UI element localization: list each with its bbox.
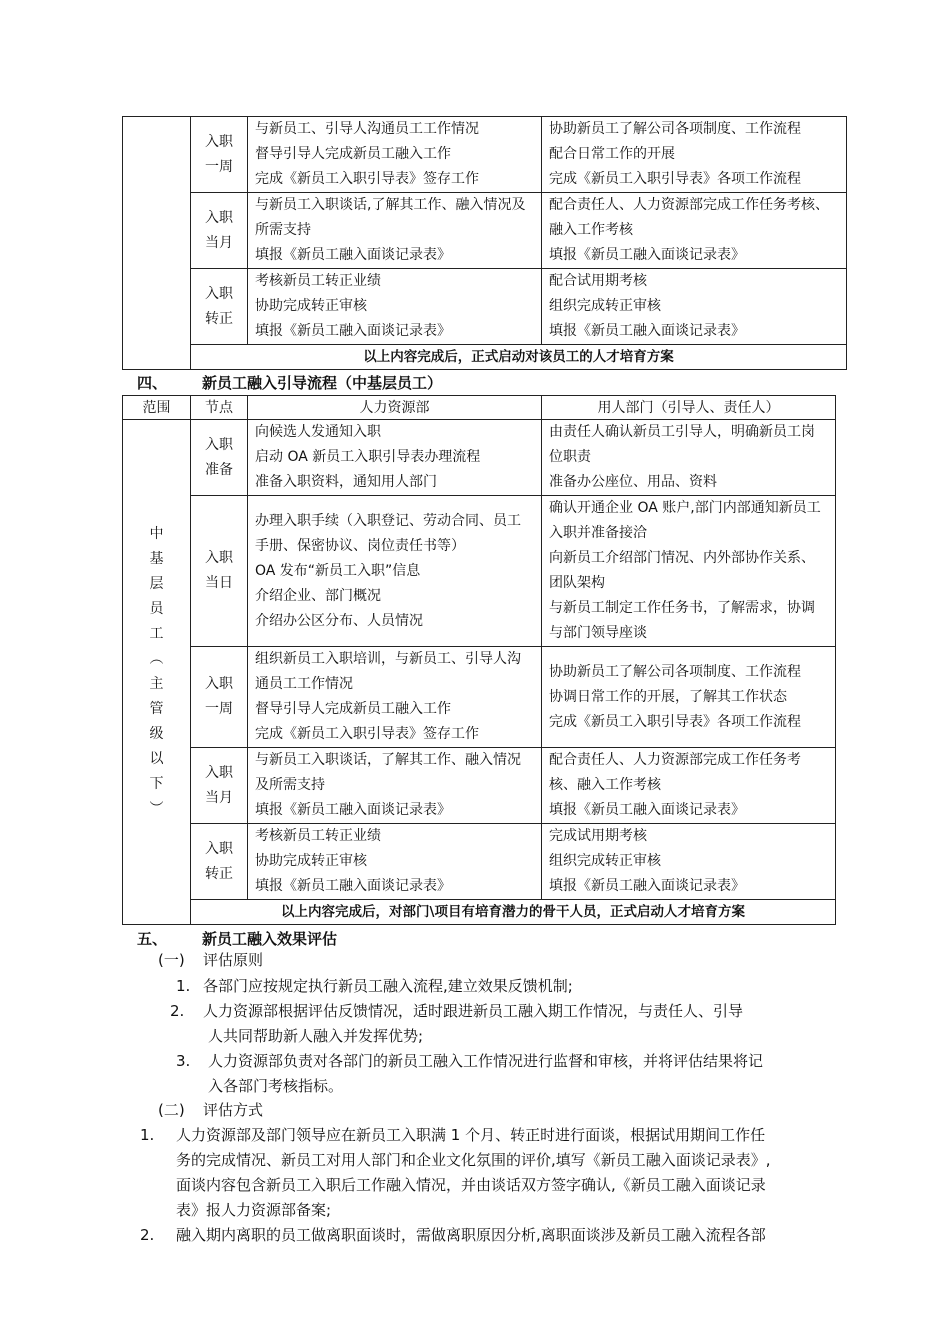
dept-task: 确认开通企业 OA 账户,部门内部通知新员工 [549, 500, 821, 516]
subsection-mark: (一) [158, 951, 185, 969]
table-row [123, 420, 836, 496]
column-header: 用人部门（引导人、责任人） [542, 396, 836, 420]
dept-cell [542, 117, 847, 193]
hr-task: 及所需支持 [255, 777, 325, 793]
dept-task: 填报《新员工融入面谈记录表》 [549, 802, 745, 818]
dept-task: 填报《新员工融入面谈记录表》 [549, 878, 745, 894]
table-row [123, 647, 836, 748]
subsection-1 [158, 948, 264, 973]
node-cell [191, 496, 248, 647]
scope-char: 基 [149, 551, 164, 567]
scope-char: 以 [149, 751, 164, 767]
subsection-title: 评估方式 [203, 1101, 264, 1119]
dept-task: 准备办公座位、用品、资料 [549, 474, 717, 490]
hr-task: 考核新员工转正业绩 [255, 273, 381, 289]
list-marker: 2. [170, 1002, 185, 1020]
dept-cell [542, 748, 836, 824]
guide-table-mid-level [122, 395, 836, 925]
dept-task: 配合责任人、人力资源部完成工作任务考核、 [549, 197, 829, 213]
summary-row [123, 345, 847, 370]
dept-task: 填报《新员工融入面谈记录表》 [549, 323, 745, 339]
scope-char: 中 [149, 526, 164, 542]
dept-task: 组织完成转正审核 [549, 298, 661, 314]
hr-task: 介绍企业、部门概况 [255, 587, 381, 604]
node-label: 入职 [205, 285, 233, 302]
hr-task: 组织新员工入职培训，与新员工、引导人沟 [255, 651, 521, 667]
dept-task: 向新员工介绍部门情况、内外部协作关系、 [549, 550, 815, 566]
node-cell [191, 420, 248, 496]
summary-row [123, 900, 836, 925]
table-row [123, 824, 836, 900]
node-label: 转正 [205, 310, 233, 327]
dept-task: 团队架构 [549, 575, 605, 591]
node-label: 入职 [205, 133, 233, 150]
node-label: 入职 [205, 764, 233, 781]
dept-task: 配合日常工作的开展 [549, 146, 675, 162]
scope-char: 管 [149, 701, 164, 717]
table-row [123, 269, 847, 345]
scope-cell [123, 117, 191, 370]
paragraph-line: 融入期内离职的员工做离职面谈时，需做离职原因分析,离职面谈涉及新员工融入流程各部 [176, 1226, 766, 1244]
dept-cell [542, 193, 847, 269]
table-row [123, 496, 836, 647]
dept-task: 协助新员工了解公司各项制度、工作流程 [549, 121, 801, 137]
hr-task: 完成《新员工入职引导表》签存工作 [255, 726, 479, 742]
hr-task: 介绍办公区分布、人员情况 [255, 612, 423, 629]
hr-task: 督导引导人完成新员工融入工作 [255, 701, 451, 717]
node-label: 入职 [205, 436, 233, 453]
dept-task: 完成《新员工入职引导表》各项工作流程 [549, 713, 801, 730]
hr-cell [248, 824, 542, 900]
hr-task: 手册、保密协议、岗位责任书等） [255, 537, 465, 554]
hr-task: 启动 OA 新员工入职引导表办理流程 [255, 449, 481, 465]
hr-task: 所需支持 [255, 222, 311, 238]
node-label: 转正 [205, 865, 233, 882]
table-row [123, 117, 847, 193]
dept-task: 配合试用期考核 [549, 273, 647, 289]
node-label: 入职 [205, 840, 233, 857]
dept-task: 入职并准备接洽 [549, 525, 647, 541]
hr-task: 完成《新员工入职引导表》签存工作 [255, 171, 479, 187]
paragraph-line: 各部门应按规定执行新员工融入流程,建立效果反馈机制; [203, 977, 573, 995]
dept-cell [542, 496, 836, 647]
hr-task: 填报《新员工融入面谈记录表》 [255, 247, 451, 263]
dept-cell [542, 647, 836, 748]
paragraph-line: 人力资源部根据评估反馈情况，适时跟进新员工融入期工作情况，与责任人、引导 [203, 1002, 744, 1020]
list-marker: 1. [140, 1126, 155, 1144]
node-cell [191, 647, 248, 748]
hr-cell [248, 748, 542, 824]
node-label: 当月 [205, 234, 233, 251]
subsection-2 [158, 1098, 264, 1123]
hr-task: 协助完成转正审核 [255, 298, 367, 314]
section-title: 新员工融入效果评估 [202, 930, 338, 948]
hr-cell [248, 269, 542, 345]
node-label: 一周 [205, 158, 233, 175]
section-4-heading [137, 372, 737, 394]
node-label: 当月 [205, 789, 233, 806]
guide-table-continued [122, 116, 847, 370]
section-5-heading [137, 928, 737, 950]
column-header: 范围 [123, 396, 191, 420]
scope-char: 层 [149, 576, 164, 592]
paragraph-line: 面谈内容包含新员工入职后工作融入情况，并由谈话双方签字确认,《新员工融入面谈记录 [176, 1176, 766, 1194]
subsection-title: 评估原则 [203, 951, 264, 969]
dept-task: 协助新员工了解公司各项制度、工作流程 [549, 663, 801, 680]
scope-char: ︶ [149, 801, 164, 817]
node-label: 入职 [205, 209, 233, 226]
node-label: 准备 [205, 461, 233, 478]
node-cell [191, 193, 248, 269]
hr-task: 与新员工、引导人沟通员工工作情况 [255, 121, 479, 137]
scope-char: 下 [149, 776, 164, 792]
dept-task: 完成《新员工入职引导表》各项工作流程 [549, 171, 801, 187]
dept-task: 填报《新员工融入面谈记录表》 [549, 247, 745, 263]
paragraph-line: 表》报人力资源部备案; [176, 1201, 332, 1219]
dept-task: 配合责任人、人力资源部完成工作任务考 [549, 752, 801, 768]
node-label: 当日 [205, 575, 233, 591]
section-title: 新员工融入引导流程（中基层员工） [202, 374, 443, 392]
list-marker: 1. [176, 977, 191, 995]
hr-task: 向候选人发通知入职 [255, 424, 381, 440]
hr-cell [248, 193, 542, 269]
hr-cell [248, 420, 542, 496]
hr-task: 准备入职资料，通知用人部门 [255, 474, 437, 490]
dept-task: 位职责 [549, 449, 591, 465]
hr-task: 与新员工入职谈话,了解其工作、融入情况及 [255, 197, 526, 213]
node-cell [191, 269, 248, 345]
hr-task: 考核新员工转正业绩 [255, 828, 381, 844]
section-number: 五、 [137, 930, 168, 948]
dept-task: 由责任人确认新员工引导人，明确新员工岗 [549, 424, 815, 440]
hr-cell [248, 496, 542, 647]
hr-task: 填报《新员工融入面谈记录表》 [255, 323, 451, 339]
scope-char: 主 [149, 676, 164, 692]
header-row [123, 396, 836, 420]
node-label: 入职 [205, 550, 233, 566]
dept-task: 协调日常工作的开展，了解其工作状态 [549, 688, 787, 705]
dept-task: 核、融入工作考核 [549, 777, 661, 793]
dept-task: 与部门领导座谈 [549, 625, 647, 641]
node-label: 入职 [205, 676, 233, 692]
dept-task: 完成试用期考核 [549, 828, 647, 844]
node-cell [191, 117, 248, 193]
hr-task: 与新员工入职谈话，了解其工作、融入情况 [255, 752, 521, 768]
hr-task: 填报《新员工融入面谈记录表》 [255, 878, 451, 894]
node-cell [191, 824, 248, 900]
dept-task: 组织完成转正审核 [549, 853, 661, 869]
dept-task: 融入工作考核 [549, 222, 633, 238]
hr-task: OA 发布“新员工入职”信息 [255, 562, 421, 579]
column-header: 节点 [191, 396, 248, 420]
column-header: 人力资源部 [248, 396, 542, 420]
summary-text: 以上内容完成后，正式启动对该员工的人才培育方案 [191, 345, 847, 370]
dept-cell [542, 269, 847, 345]
hr-cell [248, 647, 542, 748]
scope-char: 员 [149, 601, 164, 617]
hr-task: 协助完成转正审核 [255, 853, 367, 869]
subsection-mark: (二) [158, 1101, 185, 1119]
hr-cell [248, 117, 542, 193]
node-label: 一周 [205, 701, 233, 717]
dept-task: 与新员工制定工作任务书，了解需求，协调 [549, 600, 815, 616]
paragraph-line: 入各部门考核指标。 [208, 1077, 344, 1095]
hr-task: 办理入职手续（入职登记、劳动合同、员工 [255, 512, 521, 529]
list-marker: 2. [140, 1226, 155, 1244]
summary-text: 以上内容完成后，对部门\项目有培育潜力的骨干人员，正式启动人才培育方案 [191, 900, 836, 925]
scope-char: 工 [149, 626, 164, 642]
paragraph-line: 人力资源部负责对各部门的新员工融入工作情况进行监督和审核，并将评估结果将记 [208, 1052, 764, 1070]
hr-task: 督导引导人完成新员工融入工作 [255, 146, 451, 162]
scope-char: 级 [149, 726, 164, 742]
list-marker: 3. [176, 1052, 191, 1070]
hr-task: 填报《新员工融入面谈记录表》 [255, 802, 451, 818]
scope-cell [123, 420, 191, 925]
dept-cell [542, 420, 836, 496]
dept-cell [542, 824, 836, 900]
section-number: 四、 [137, 374, 168, 392]
paragraph-line: 人力资源部及部门领导应在新员工入职满 1 个月、转正时进行面谈，根据试用期间工作任 [176, 1126, 766, 1144]
paragraph-line: 务的完成情况、新员工对用人部门和企业文化氛围的评价,填写《新员工融入面谈记录表》, [176, 1151, 771, 1169]
table-row [123, 748, 836, 824]
hr-task: 通员工工作情况 [255, 676, 353, 692]
node-cell [191, 748, 248, 824]
paragraph-line: 人共同帮助新人融入并发挥优势; [208, 1027, 424, 1045]
scope-char: ︵ [149, 651, 164, 667]
table-row [123, 193, 847, 269]
